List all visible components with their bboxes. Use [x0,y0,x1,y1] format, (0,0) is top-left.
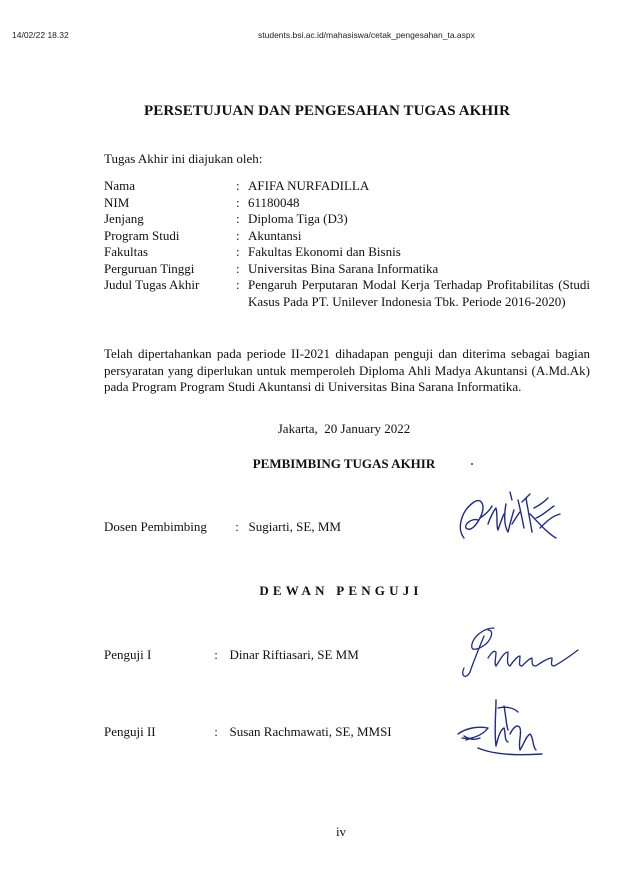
info-row-judul [104,277,590,310]
info-colon: : [236,227,240,243]
info-value: Pengaruh Perputaran Modal Kerja Terhadap Profitabilitas (Studi Kasus Pada PT. Unilever Indonesia Tbk. Periode 2016-2020) [248,277,590,309]
pembimbing-signature [452,488,570,550]
info-value: Akuntansi [248,227,302,243]
penguji-2-name: Susan Rachmawati, SE, MMSI [229,724,392,739]
student-info-table [104,178,590,310]
place-date: Jakarta, 20 January 2022 [277,421,411,436]
info-value: Diploma Tiga (D3) [248,211,348,226]
info-value: AFIFA NURFADILLA [248,178,370,193]
info-value: 61180048 [248,194,300,210]
penguji-1-label: Penguji I [104,647,152,662]
info-row-nim [104,195,590,212]
dewan-penguji-title: DEWAN PENGUJI [259,583,423,598]
penguji-2-row [104,724,392,740]
info-label: NIM [104,194,130,210]
pembimbing-colon: : [235,519,239,534]
penguji-1-colon: : [214,647,218,662]
info-colon: : [236,211,240,226]
pembimbing-name: Sugiarti, SE, MM [248,519,341,534]
info-row-perguruan-tinggi [104,261,590,278]
pembimbing-section-title: PEMBIMBING TUGAS AKHIR [252,456,436,471]
scan-speck [471,463,473,465]
info-colon: : [236,194,240,210]
info-label: Nama [104,178,136,193]
penguji-2-signature [452,694,552,762]
info-colon: : [236,260,240,276]
penguji-2-colon: : [214,724,218,739]
info-label: Jenjang [104,211,144,226]
info-label: Judul Tugas Akhir [104,277,200,292]
info-row-fakultas [104,244,590,261]
info-value: Universitas Bina Sarana Informatika [248,260,439,276]
page-number: iv [335,824,347,839]
info-label: Perguruan Tinggi [104,260,195,276]
document-title: PERSETUJUAN DAN PENGESAHAN TUGAS AKHIR [143,103,511,119]
penguji-1-name: Dinar Riftiasari, SE MM [229,647,359,662]
info-row-jenjang [104,211,590,228]
intro-text: Tugas Akhir ini diajukan oleh: [104,151,263,166]
info-label: Program Studi [104,227,180,243]
approval-statement: Telah dipertahankan pada periode II-2021 dihadapan penguji dan diterima sebagai bagian persyaratan yang diperlukan untuk memperoleh Diploma Ahli Madya Akuntansi (A.Md.Ak) pada Program Program Studi Akuntansi di Universitas Bina Sarana Informatika. [104,346,590,394]
info-colon: : [236,277,240,292]
info-row-program-studi [104,228,590,245]
print-url: students.bsi.ac.id/mahasiswa/cetak_pengesahan_ta.aspx [258,30,475,40]
pembimbing-row [104,519,341,535]
penguji-1-signature [454,622,584,684]
pembimbing-label: Dosen Pembimbing [104,519,207,534]
info-label: Fakultas [104,244,149,259]
info-colon: : [236,244,240,259]
info-row-nama [104,178,590,195]
penguji-1-row [104,647,359,663]
penguji-2-label: Penguji II [104,724,156,739]
info-value: Fakultas Ekonomi dan Bisnis [248,244,401,259]
print-datetime: 14/02/22 18.32 [12,30,69,40]
info-colon: : [236,178,240,193]
